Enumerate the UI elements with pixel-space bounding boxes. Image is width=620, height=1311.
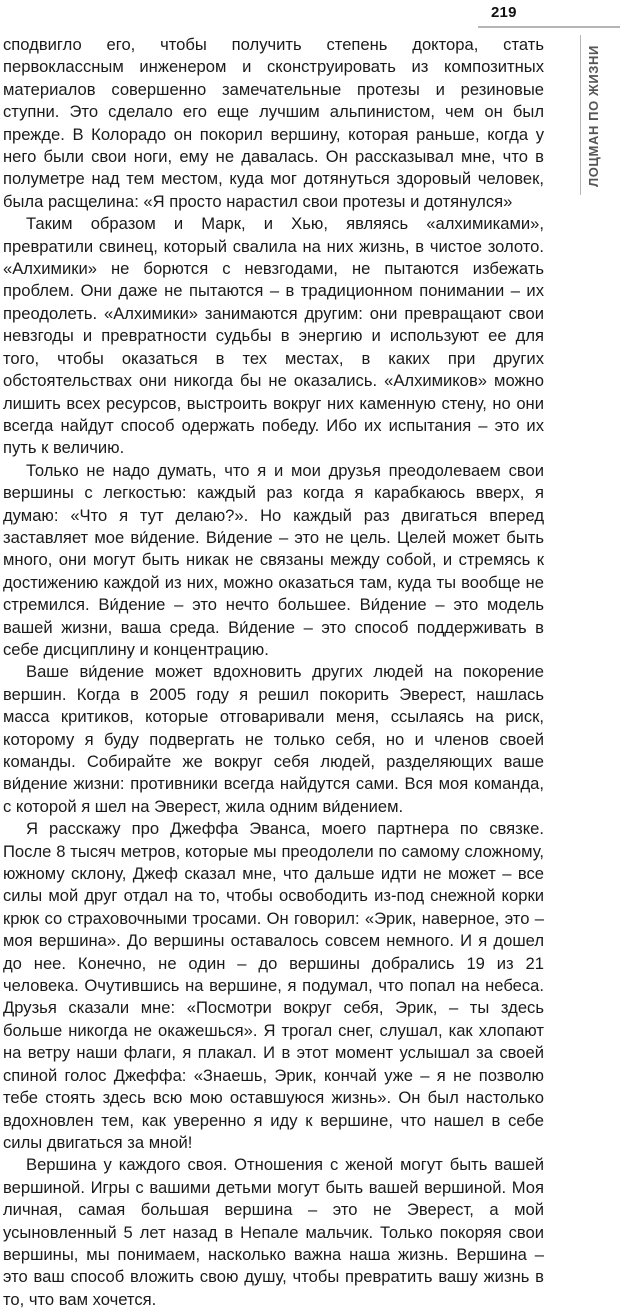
paragraph: Я расскажу про Джеффа Эванса, моего партнера по связке. После 8 тысяч метров, которые мы преодолели по самому сложному, южному склону, Джеф сказал мне, что дальше идти не может – все силы мой друг отдал на то, чтобы освободить из-под снежной корки крюк со страховочными тросами. Он говорил: «Эрик, наверное, это – моя вершина». До вершины оставалось совсем немного. И я дошел до нее. Конечно, не один – до вершины добрались 19 из 21 человека. Очутившись на вершине, я подумал, что попал на небеса. Друзья сказали мне: «Посмотри вокруг себя, Эрик, – ты здесь больше никогда не окажешься». Я трогал снег, слушал, как хлопают на ветру наши флаги, я плакал. И в этот момент услышал за своей спиной голос Джеффа: «Знаешь, Эрик, кончай уже – я не позволю тебе стоять здесь всю мою оставшуюся жизнь». Он был настолько вдохновлен тем, как уверенно я иду к вершине, что нашел в себе силы двигаться за мной! <box>3 819 544 1152</box>
paragraph: сподвигло его, чтобы получить степень доктора, стать первоклассным инженером и сконструировать из композитных материалов совершенно замечательные протезы и резиновые ступни. Это сделало его еще лучшим альпинистом, чем он был прежде. В Колорадо он покорил вершину, которая раньше, когда у него были свои ноги, ему не давалась. Он рассказывал мне, что в полуметре над тем местом, куда мог дотянуться здоровый человек, была расщелина: «Я просто нарастил свои протезы и дотянулся» <box>3 35 544 211</box>
paragraph: Ваше ви́дение может вдохновить других людей на покорение вершин. Когда в 2005 году я решил покорить Эверест, нашлась масса критиков, которые отговаривали меня, ссылаясь на риск, которому я буду подвергать не только себя, но и членов своей команды. Собирайте же вокруг себя людей, разделяющих ваше ви́дение жизни: противники всегда найдутся сами. Вся моя команда, с которой я шел на Эверест, жила одним ви́дением. <box>3 662 544 816</box>
paragraph: Только не надо думать, что я и мои друзья преодолеваем свои вершины с легкостью: каждый раз когда я карабкаюсь вверх, я думаю: «Что я тут делаю?». Но каждый раз двигаться вперед заставляет мое ви́дение. Ви́дение – это не цель. Целей может быть много, они могут быть никак не связаны между собой, и стремясь к достижению каждой из них, можно оказаться там, куда ты вообще не стремился. Ви́дение – это нечто большее. Ви́дение – это модель вашей жизни, ваша среда. Ви́дение – это способ поддерживать в себе дисциплину и концентрацию. <box>3 460 544 659</box>
page-number: 219 <box>491 4 517 21</box>
body-text <box>3 34 544 1311</box>
running-title: ЛОЦМАН ПО ЖИЗНИ <box>586 45 601 187</box>
side-rule <box>580 35 581 195</box>
header-rule <box>478 26 620 28</box>
paragraph: Вершина у каждого своя. Отношения с женой могут быть вашей вершиной. Игры с вашими детьми могут быть вашей вершиной. Моя личная, самая большая вершина – это не Эверест, а мой усыновленный 5 лет назад в Непале мальчик. Только покоряя свои вершины, мы понимаем, насколько важна наша жизнь. Вершина – это ваш способ вложить свою душу, чтобы превратить вашу жизнь в то, что вам хочется. <box>3 1155 544 1309</box>
paragraph: Таким образом и Марк, и Хью, являясь «алхимиками», превратили свинец, который свалила на них жизнь, в чистое золото. «Алхимики» не борются с невзгодами, не пытаются избежать проблем. Они даже не пытаются – в традиционном понимании – их преодолеть. «Алхимики» занимаются другим: они превращают свои невзгоды и превратности судьбы в энергию и используют ее для того, чтобы оказаться в тех местах, в каких при других обстоятельствах они никогда бы не оказались. «Алхимиков» можно лишить всех ресурсов, выстроить вокруг них каменную стену, но они всегда найдут способ одержать победу. Ибо их испытания – это их путь к величию. <box>3 214 544 458</box>
